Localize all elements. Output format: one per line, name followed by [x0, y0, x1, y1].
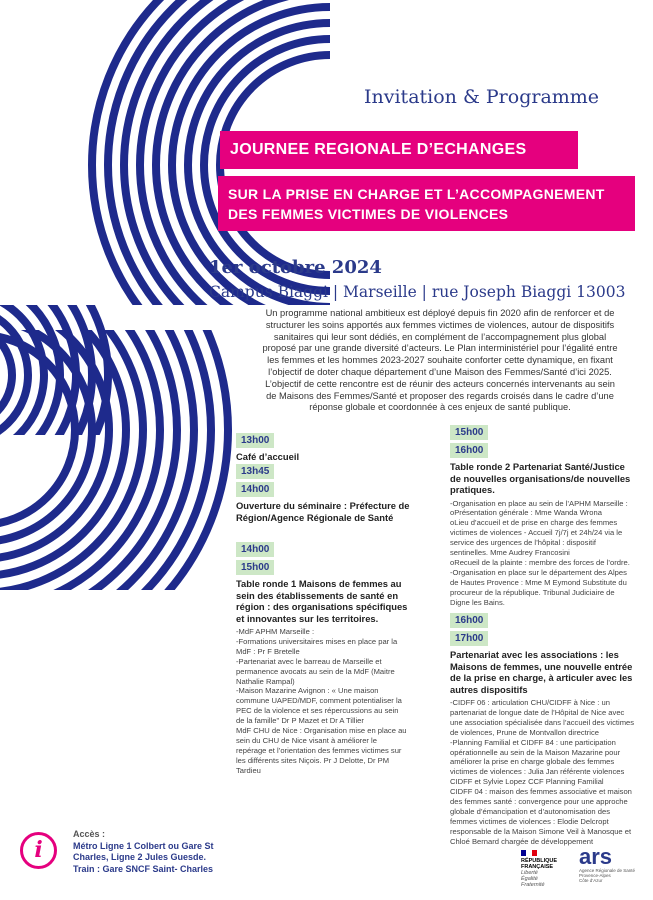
program-title: Table ronde 1 Maisons de femmes au sein des établissements de santé en région : des organisations spécifiques et innovantes sur les territoires.: [236, 578, 408, 624]
access-label: Accès :: [73, 829, 106, 839]
time-badge: 14h00: [236, 482, 274, 497]
ars-subtitle: Agence Régionale de Santé: [579, 868, 636, 873]
logo-text: FRANÇAISE: [521, 864, 554, 870]
program-title: Café d’accueil: [236, 451, 300, 462]
devise-text: Liberté: [521, 870, 538, 876]
time-badge: 16h00: [450, 443, 488, 458]
access-info: [73, 829, 214, 875]
time-badge: 13h45: [236, 464, 274, 479]
program-title: Partenariat avec les associations : les Maisons de femmes, une nouvelle entrée de la prise en charge, à articuler avec les autres dispositifs: [450, 649, 633, 695]
time-badge: 14h00: [236, 542, 274, 557]
time-badge: 13h00: [236, 433, 274, 448]
program-item-ouverture: [236, 461, 416, 523]
program-details: -Organisation en place au sein de l’APHM Marseille : oPrésentation générale : Mme Wanda Wrona oLieu d’accueil et de prise en charge des femmes victimes de violences - Accueil 7j/7j et 24h/24 via le service des urgences de l’hôpital : dispositif sentinelles. Mme Audrey Francosini oRecueil de la plainte : membre des forces de l’ordre. -Organisation en place sur le département des Alpes de Hautes Provence : Mme M Eymond Substitute du procureur de la république. Tribunal Judiciaire de Digne les Bains.: [450, 498, 630, 607]
invitation-heading: Invitation & Programme: [364, 86, 600, 108]
devise-text: Fraternité: [521, 882, 545, 888]
access-line: Charles, Ligne 2 Jules Guesde.: [73, 852, 207, 862]
ars-logo: [579, 846, 649, 883]
ars-subtitle: Côte d’Azur: [579, 878, 603, 883]
banner-subtitle: SUR LA PRISE EN CHARGE ET L’ACCOMPAGNEMENT DES FEMMES VICTIMES DE VIOLENCES: [218, 176, 635, 231]
program-item-table-ronde-1: [236, 539, 408, 776]
access-line: Train : Gare SNCF Saint- Charles: [73, 863, 214, 874]
program-item-table-ronde-2: [450, 422, 636, 607]
program-item-cafe: [236, 430, 416, 463]
program-title: Table ronde 2 Partenariat Santé/Justice de nouvelles organisations/de nouvelles pratiques.: [450, 461, 631, 495]
program-item-associations: [450, 610, 638, 847]
program-details: -MdF APHM Marseille : -Formations universitaires mises en place par la MdF : Pr F Bretelle -Partenariat avec le barreau de Marseille et permanence avocats au sein de la MdF (Maitre Nathalie Rampal) -Maison Mazarine Avignon : « Une maison commune UAPED/MDF, comment potentialiser la PEC de la violence et ses répercussions au sein de la famille" Dr P Mazet et Dr A Tillier MdF CHU de Nice : Organisation mise en place au sein du CHU de Nice visant à améliorer le repérage et l’orientation des femmes victimes sur les différents sites Niçois. Pr J Delotte, Dr PM Tardieu: [236, 627, 407, 775]
logo-text: RÉPUBLIQUE: [521, 858, 558, 864]
access-line: Métro Ligne 1 Colbert ou Gare St: [73, 840, 214, 851]
time-badge: 16h00: [450, 613, 488, 628]
event-date: 1er octobre 2024: [209, 257, 382, 278]
time-badge: 17h00: [450, 631, 488, 646]
french-flag-icon: [521, 850, 537, 856]
info-icon: i: [20, 832, 57, 869]
program-details: -CIDFF 06 : articulation CHU/CIDFF à Nice : un partenariat de longue date de l’Hôpital de Nice avec une association spécialisée dans l’accueil des victimes de violences, Prune de Montvallon directrice -Planning Familial et CIDFF 84 : une participation opérationnelle au sein de la Maison Mazarine pour améliorer la prise en charge globale des femmes victimes de violences : Julia Jan référente violences CIDFF et Sylvie Lopez CCF Planning Familial CIDFF 04 : maison des femmes associative et maison des femmes santé : convergence pour une approche globale d’émancipation et d’autonomisation des femmes victimes de violences : Elodie Delcropt responsable de la Maison Simone Veil à Manosque et Chloé Bernard chargée de développement: [450, 698, 635, 846]
ars-wordmark: ars: [579, 844, 613, 869]
republique-francaise-logo: [521, 850, 571, 888]
ars-subtitle: Provence-Alpes: [579, 873, 611, 878]
devise-text: Égalité: [521, 876, 538, 882]
event-location: Campus Biaggi | Marseille | rue Joseph Biaggi 13003: [209, 283, 626, 301]
time-badge: 15h00: [450, 425, 488, 440]
banner-title: JOURNEE REGIONALE D’ECHANGES: [220, 131, 578, 169]
time-badge: 15h00: [236, 560, 274, 575]
intro-paragraph: Un programme national ambitieux est déployé depuis fin 2020 afin de renforcer et de structurer les soins apportés aux femmes victimes de violences, autour de dispositifs sanitaires qui leur sont dédiés, en complément de l’accompagnement plus global proposé par une grande diversité d’acteurs. Le Plan interministériel pour l’égalité entre les femmes et les hommes 2023-2027 souhaite conforter cette dynamique, en fixant l’objectif de doter chaque département d’une Maison des Femmes/Santé d’ici 2025. L’objectif de cette rencontre est de réunir des acteurs concernés intervenants au sein de Maisons des Femmes/Santé et proposer des regards croisés dans le cadre d’une réponse globale et coordonnée à ces enjeux de santé publique.: [262, 308, 618, 413]
program-title: Ouverture du séminaire : Préfecture de Région/Agence Régionale de Santé: [236, 500, 410, 523]
